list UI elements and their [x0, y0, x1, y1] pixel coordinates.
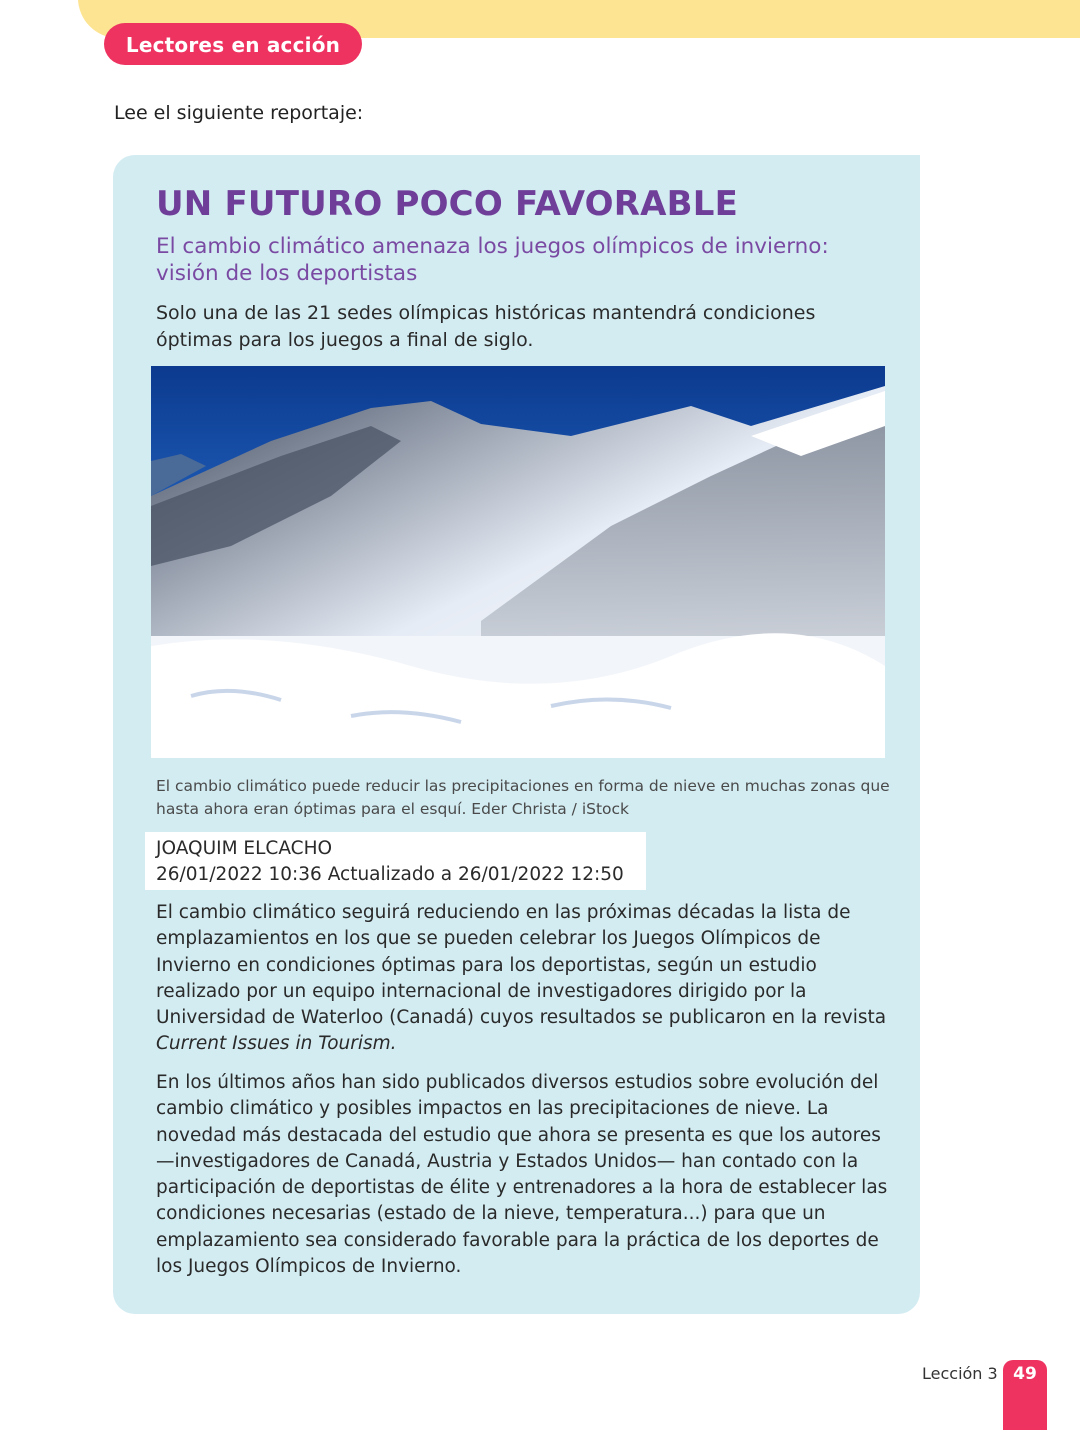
paragraph-1-text: El cambio climático seguirá reduciendo en las próximas décadas la lista de emplazamientos en los que se pueden celebrar los Juegos Olímpicos de Invierno en condiciones óptimas para los deportistas, según un estudio realizado por un equipo internacional de investigadores dirigido por la Universidad de Waterloo (Canadá) cuyos resultados se publicaron en la revista — [156, 902, 887, 1029]
section-badge: Lectores en acción — [104, 23, 362, 65]
article-subtitle: El cambio climático amenaza los juegos olímpicos de invierno: visión de los deportistas — [156, 234, 829, 286]
article-photo — [151, 366, 885, 758]
article-title: UN FUTURO POCO FAVORABLE — [156, 184, 739, 224]
author-name: JOAQUIM ELCACHO — [156, 838, 333, 859]
byline-box — [145, 832, 646, 890]
page-number-tab: 49 — [1003, 1360, 1047, 1430]
article-lead: Solo una de las 21 sedes olímpicas históricas mantendrá condiciones óptimas para los juegos a final de siglo. — [156, 302, 816, 351]
photo-caption: El cambio climático puede reducir las precipitaciones en forma de nieve en muchas zonas que hasta ahora eran óptimas para el esquí. Eder Christa / iStock — [156, 777, 890, 818]
article-paragraph-2: En los últimos años han sido publicados diversos estudios sobre evolución del cambio climático y posibles impactos en las precipitaciones de nieve. La novedad más destacada del estudio que ahora se presenta es que los autores —investigadores de Canadá, Austria y Estados Unidos— han contado con la participación de deportistas de élite y entrenadores a la hora de establecer las condiciones necesarias (estado de la nieve, temperatura...) para que un emplazamiento sea considerado favorable para la práctica de los deportes de los Juegos Olímpicos de Invierno. — [156, 1072, 888, 1278]
publication-dateline: 26/01/2022 10:36 Actualizado a 26/01/2022 12:50 — [156, 864, 624, 885]
intro-instruction: Lee el siguiente reportaje: — [114, 102, 364, 124]
snowy-mountain-illustration — [151, 366, 885, 758]
journal-name: Current Issues in Tourism. — [156, 1033, 397, 1055]
lesson-label: Lección 3 — [922, 1364, 998, 1383]
article-paragraph-1 — [156, 900, 896, 1058]
